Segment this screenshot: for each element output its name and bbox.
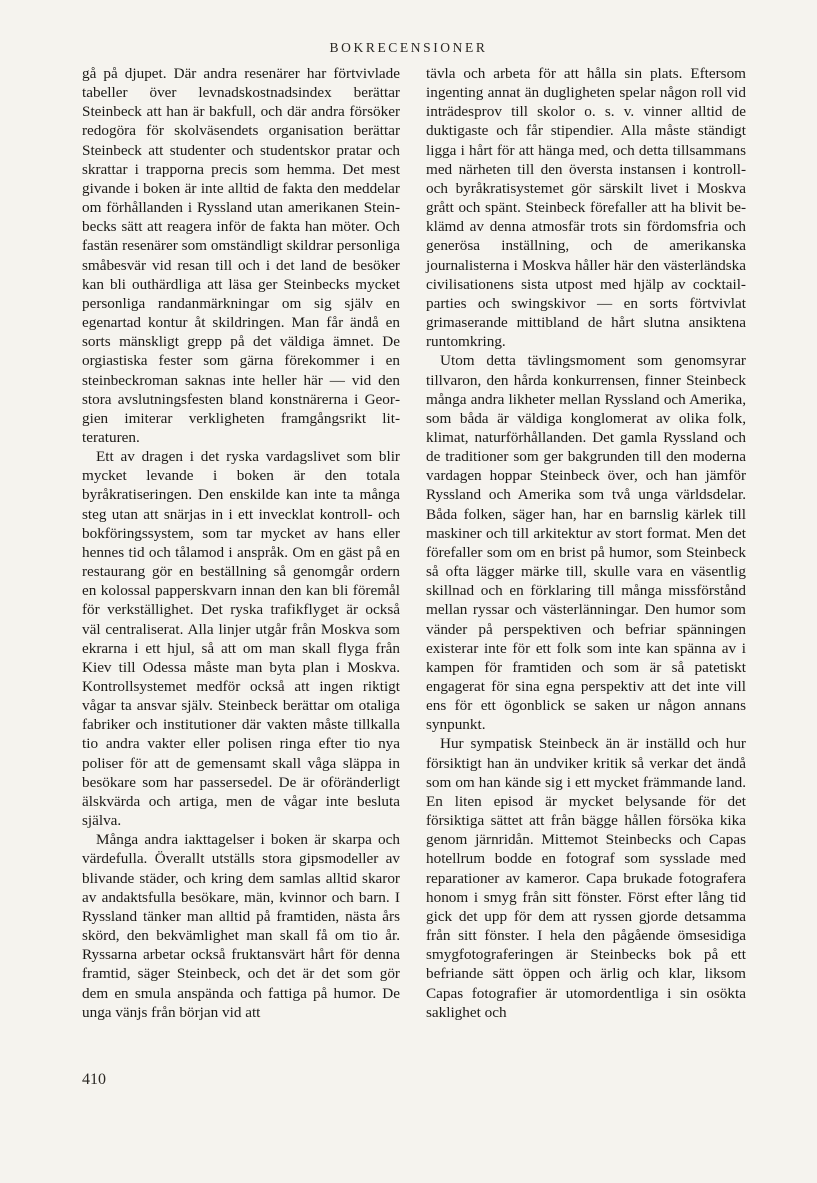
paragraph: Utom detta tävlingsmoment som genomsyrar tillvaron, den hårda konkurrensen, finner Steinbeck många andra likheter mellan Ryssland och Amerika, som båda är väldiga konglomerat av olika folk, klimat, naturförhållanden. Det gamla Ryssland och de traditioner som ger bakgrunden till den moderna vardagen hoppar Steinbeck över, och han jämför Ryssland och Amerika som två unga världsdelar. Båda folken, säger han, har en barnslig kärlek till maskiner och till arkitektur av stort format. Men det förefaller som om en brist på humor, som Steinbeck så ofta lägger märke till, skulle vara en väsentlig skillnad och en förklaring till många missförstånd mellan ryssar och västerlänningar. Den humor som vänder på perspektiven och befriar spänningen existerar inte för ett folk som inte kan spänna av i kampen för framtiden och som är så patetiskt engagerat för sina egna perspektiv att det inte vill ens för ett ögonblick se saken ur någon annans synpunkt. (426, 352, 746, 734)
paragraph: Ett av dragen i det ryska vardagslivet som blir mycket levande i boken är den totala byråkratiseringen. Den enskilde kan inte ta många steg utan att snärjas in i ett invecklat kontroll- och bokföringssystem, som tar mycket av hans eller hennes tid och tålamod i anspråk. Om en gäst på en restaurang gör en beställning så genomgår ordern en kolossal papperskvarn innan den kan bli föremål för verkställighet. Det ryska trafikflyget är också väl centraliserat. Alla linjer utgår från Moskva som ekrarna i ett hjul, så att om man skall flyga från Kiev till Odessa måste man byta plan i Moskva. Kontrollsystemet medför också att ingen riktigt vågar ta ansvar själv. Steinbeck berättar om otaliga fabriker och institutioner där vakten måste tillkalla tio andra vakter eller polisen ringa efter tio nya poliser för att de gemensamt skall våga släppa in besökare som har passersedel. De är oföränderligt älskvärda och artiga, men de vågar inte besluta själva. (82, 448, 400, 830)
paragraph: tävla och arbeta för att hålla sin plats. Eftersom ingenting annat än dugligheten spelar någon roll vid inträdesprov till skolor o. s. v. vinner alltid de duktigaste och får stipendier. Alla måste ständigt ligga i hårt för att hänga med, och detta tillsammans med närheten till den översta instansen i kontroll- och byråkratisystemet gör särskilt livet i Moskva grått och spänt. Steinbeck förefaller att ha blivit beklämd av denna atmosfär trots sin fördomsfria och generösa inställning, och de amerikanska journalisterna i Moskva håller här den västerländska civilisationens sista utpost med hjälp av cocktail-parties och swingskivor — en sorts förtvivlat grimaserande mittibland de hårt slutna ansiktena runtomkring. (426, 65, 746, 351)
right-column (426, 64, 746, 1022)
page-number: 410 (82, 1071, 106, 1088)
paragraph: gå på djupet. Där andra resenärer har förtvivlade tabeller över levnadskostnadsindex berättar Steinbeck att han är bakfull, och där andra försöker redogöra för skolväsendets organisation berättar Steinbeck att studenter och studentskor pratar och skrattar i trapporna precis som hemma. Det mest givande i boken är inte alltid de fakta den meddelar om förhållanden i Ryssland utan amerikanen Steinbecks sätt att reagera inför de fakta han möter. Och fastän resenärer som omständligt skildrar personliga småbesvär vid resan till och i det land de besöker kan bli outhärdliga att läsa ger Steinbecks mycket personliga randanmärkningar om sig själv en egenartad kontur åt skildringen. Man får ändå en sorts mänskligt grepp på det väldiga ämnet. De orgiastiska fester som gärna förekommer i en steinbeckroman saknas inte heller här — vid den stora avslutningsfesten bland konstnärerna i Georgien imiterar verkligheten framgångsrikt litteraturen. (82, 65, 400, 446)
paragraph: Många andra iakttagelser i boken är skarpa och värdefulla. Överallt utställs stora gipsmodeller av blivande städer, och kring dem samlas alltid skaror av andaktsfulla besökare, män, kvinnor och barn. I Ryssland tänker man alltid på framtiden, nästa års skörd, den bekvämlighet man skall få om tio år. Ryssarna arbetar också fruktansvärt hårt för denna framtid, säger Steinbeck, och det är det som gör dem en smula anspända och fattiga på humor. De unga vänjs från början vid att (82, 831, 400, 1021)
running-header: BOKRECENSIONER (329, 40, 488, 55)
paragraph: Hur sympatisk Steinbeck än är inställd och hur försiktigt han än undviker kritik så verkar det ändå som om han kände sig i ett mycket främmande land. En liten episod är mycket belysande för det försiktiga sättet att från bägge hållen försöka kika genom järnridån. Mittemot Steinbecks och Capas hotellrum bodde en fotograf som sysslade med reparationer av kameror. Capa brukade fotografera honom i smyg från sitt fönster. Först efter lång tid gick det upp för dem att ryssen gjorde detsamma från sitt fönster. I hela den pågående ömsesidiga smygfotograferingen är Steinbecks bok på ett befriande sätt öppen och ärlig och klar, liksom Capas fotografier är utomordentliga i sin osökta saklighet och (426, 735, 746, 1021)
left-column (82, 64, 400, 1022)
